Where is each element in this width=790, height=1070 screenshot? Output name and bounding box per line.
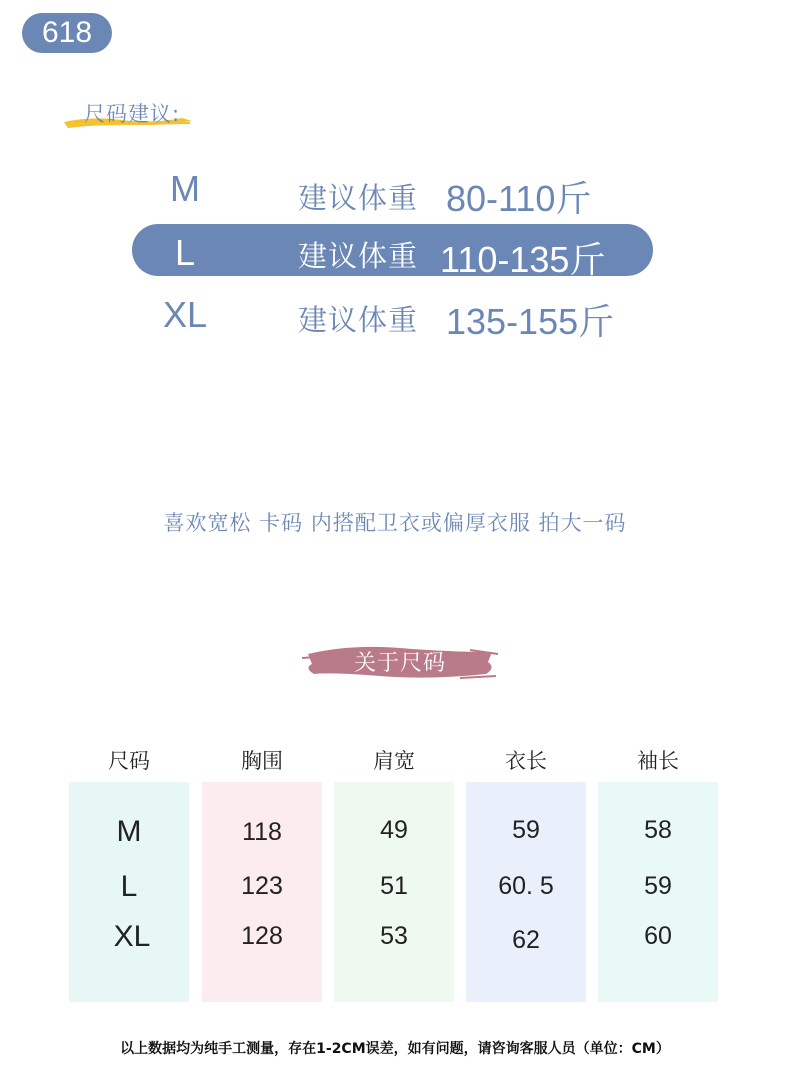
- table-cell: 53: [380, 922, 408, 950]
- size-label: L: [174, 232, 196, 273]
- weight-range: 80-110斤: [446, 178, 592, 219]
- table-cell: 59: [644, 872, 672, 900]
- table-header-size: 尺码: [108, 749, 150, 773]
- weight-label: 建议体重: [298, 303, 419, 337]
- weight-label: 建议体重: [298, 181, 419, 215]
- table-cell: 59: [512, 816, 540, 844]
- weight-label: 建议体重: [298, 239, 419, 273]
- weight-range: 110-135斤: [440, 239, 606, 280]
- promo-badge: 618: [22, 13, 112, 53]
- table-cell: L: [120, 870, 138, 903]
- table-cell: 60. 5: [498, 872, 554, 900]
- table-header-shoulder: 肩宽: [373, 749, 415, 773]
- size-row-m: [0, 168, 790, 228]
- table-cell: 118: [242, 818, 282, 846]
- table-header-chest: 胸围: [241, 749, 283, 773]
- fit-tip: 喜欢宽松 卡码 内搭配卫衣或偏厚衣服 拍大一码: [163, 511, 627, 535]
- size-row-xl: [0, 294, 790, 354]
- table-cell: 49: [380, 816, 408, 844]
- size-label: XL: [162, 294, 208, 335]
- table-cell: XL: [113, 920, 151, 953]
- table-cell: 58: [644, 816, 672, 844]
- table-cell: 51: [380, 872, 408, 900]
- table-cell: 62: [512, 926, 540, 954]
- about-size-title: 关于尺码: [353, 651, 446, 676]
- about-size-heading: [300, 632, 500, 688]
- weight-range: 135-155斤: [446, 301, 615, 342]
- size-suggestion-title: 尺码建议:: [84, 102, 181, 126]
- table-header-sleeve: 袖长: [637, 749, 679, 773]
- measurement-note: 以上数据均为纯手工测量，存在1-2CM误差，如有问题，请咨询客服人员（单位：CM）: [120, 1041, 670, 1057]
- table-cell: 123: [241, 872, 283, 900]
- size-suggestion-heading: [62, 98, 202, 136]
- table-cell: 128: [241, 922, 283, 950]
- table-header-length: 衣长: [505, 749, 547, 773]
- size-label: M: [170, 168, 200, 209]
- table-cell: M: [116, 815, 142, 848]
- table-cell: 60: [644, 922, 672, 950]
- size-row-l: [0, 230, 790, 290]
